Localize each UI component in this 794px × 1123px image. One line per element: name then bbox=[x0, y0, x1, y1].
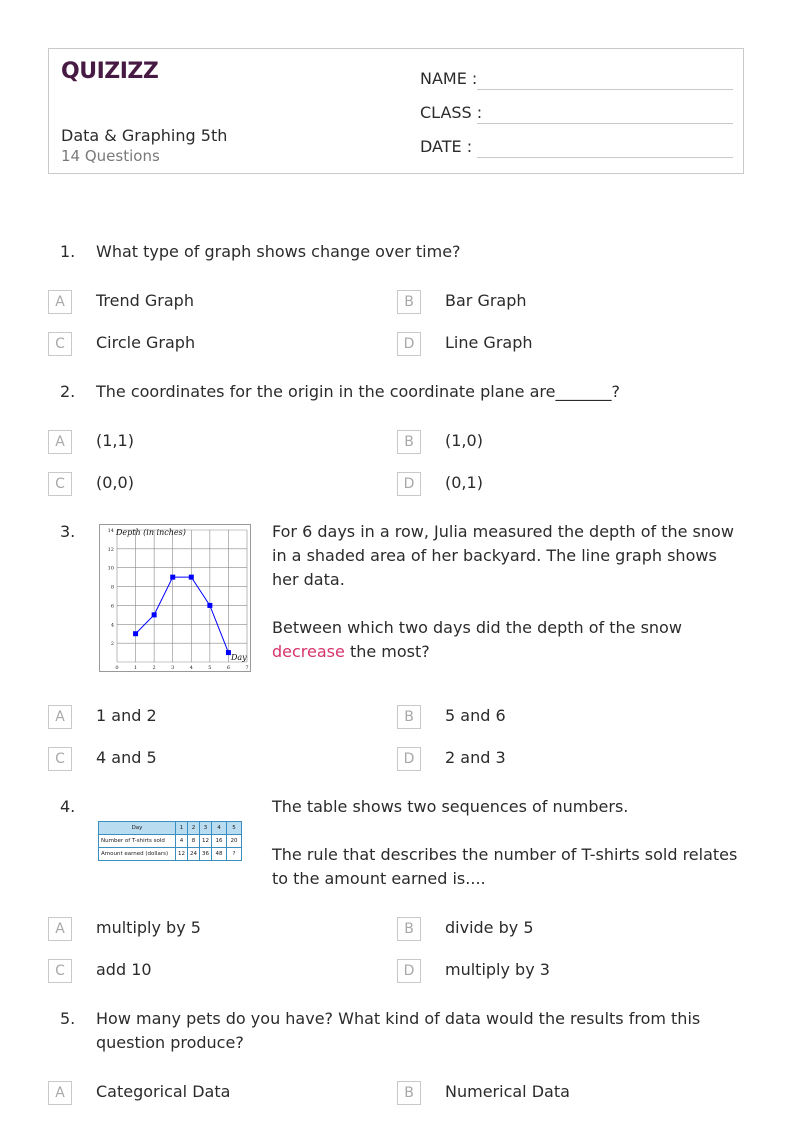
question-text bbox=[272, 795, 747, 891]
x-tick-label: 6 bbox=[226, 665, 231, 671]
x-tick-label: 1 bbox=[133, 665, 138, 671]
y-tick-label: 14 bbox=[107, 528, 114, 534]
chart-frame bbox=[100, 525, 251, 672]
option-letter-box: D bbox=[397, 747, 421, 771]
table-cell: 20 bbox=[227, 835, 242, 848]
table-cell: 2 bbox=[188, 822, 200, 835]
chart-title: Depth (in inches) bbox=[116, 528, 186, 537]
option-text: multiply by 5 bbox=[96, 918, 201, 937]
table-cell: 1 bbox=[176, 822, 188, 835]
data-point bbox=[152, 612, 157, 617]
table-row bbox=[99, 835, 242, 848]
option-text: 2 and 3 bbox=[445, 748, 506, 767]
quizizz-logo: QUIZIZZ bbox=[61, 59, 159, 84]
class-field[interactable] bbox=[420, 102, 733, 124]
date-label: DATE : bbox=[420, 137, 473, 156]
x-tick-label: 5 bbox=[208, 665, 212, 671]
snow-depth-line-chart bbox=[99, 524, 251, 672]
data-point bbox=[189, 575, 194, 580]
table-cell: 4 bbox=[176, 835, 188, 848]
table-cell: Amount earned (dollars) bbox=[99, 848, 176, 861]
data-point bbox=[226, 650, 231, 655]
question-number: 3. bbox=[60, 522, 76, 541]
option-letter-box: C bbox=[48, 472, 72, 496]
table-cell: 12 bbox=[200, 835, 212, 848]
option-letter-box: C bbox=[48, 747, 72, 771]
question-number: 5. bbox=[60, 1009, 76, 1028]
option-text: Line Graph bbox=[445, 333, 533, 352]
table-cell: 12 bbox=[176, 848, 188, 861]
option-text: divide by 5 bbox=[445, 918, 534, 937]
question-paragraph: For 6 days in a row, Julia measured the depth of the snow in a shaded area of her backyard. The line graph shows her data. bbox=[272, 522, 734, 589]
option-letter-box: C bbox=[48, 959, 72, 983]
worksheet-header bbox=[48, 48, 744, 174]
question-text: How many pets do you have? What kind of data would the results from this question produce? bbox=[96, 1009, 701, 1052]
x-tick-label: 7 bbox=[245, 665, 249, 671]
question-paragraph: The rule that describes the number of T-shirts sold relates to the amount earned is.... bbox=[272, 845, 738, 888]
option-letter-box: A bbox=[48, 290, 72, 314]
option-text: add 10 bbox=[96, 960, 152, 979]
y-tick-label: 10 bbox=[107, 565, 114, 572]
chart-x-label: Day bbox=[231, 653, 247, 662]
data-point bbox=[207, 603, 212, 608]
table-cell: 36 bbox=[200, 848, 212, 861]
option-text: 5 and 6 bbox=[445, 706, 506, 725]
option-letter-box: B bbox=[397, 917, 421, 941]
data-point bbox=[133, 631, 138, 636]
question-count: 14 Questions bbox=[61, 147, 160, 165]
question-number: 2. bbox=[60, 382, 76, 401]
class-line[interactable] bbox=[477, 123, 733, 124]
data-point bbox=[170, 575, 175, 580]
table-cell: Day bbox=[99, 822, 176, 835]
x-tick-label: 2 bbox=[152, 665, 156, 671]
option-text: (1,1) bbox=[96, 431, 134, 450]
question-text bbox=[272, 520, 747, 664]
option-letter-box: A bbox=[48, 705, 72, 729]
y-tick-label: 12 bbox=[107, 546, 114, 553]
question-paragraph: The table shows two sequences of numbers. bbox=[272, 797, 629, 816]
question-number: 1. bbox=[60, 242, 76, 261]
option-text: multiply by 3 bbox=[445, 960, 550, 979]
name-field[interactable] bbox=[420, 68, 733, 90]
option-letter-box: D bbox=[397, 472, 421, 496]
table-cell: ? bbox=[227, 848, 242, 861]
table-cell: 3 bbox=[200, 822, 212, 835]
worksheet-title: Data & Graphing 5th bbox=[61, 126, 228, 145]
name-line[interactable] bbox=[477, 89, 733, 90]
option-letter-box: B bbox=[397, 430, 421, 454]
x-tick-label: 0 bbox=[115, 665, 119, 671]
question-paragraph bbox=[272, 616, 747, 664]
table-cell: 8 bbox=[188, 835, 200, 848]
option-text: (0,0) bbox=[96, 473, 134, 492]
option-text: Bar Graph bbox=[445, 291, 527, 310]
table-cell: 4 bbox=[212, 822, 227, 835]
option-text: (0,1) bbox=[445, 473, 483, 492]
class-label: CLASS : bbox=[420, 103, 483, 122]
option-letter-box: B bbox=[397, 705, 421, 729]
option-letter-box: B bbox=[397, 1081, 421, 1105]
y-tick-label: 8 bbox=[110, 584, 114, 591]
question-text-part: Between which two days did the depth of the snow bbox=[272, 618, 682, 637]
option-text: Numerical Data bbox=[445, 1082, 570, 1101]
date-field[interactable] bbox=[420, 136, 733, 158]
table-cell: 16 bbox=[212, 835, 227, 848]
option-letter-box: D bbox=[397, 959, 421, 983]
question-text: The coordinates for the origin in the coordinate plane are_______? bbox=[96, 382, 620, 401]
option-text: Circle Graph bbox=[96, 333, 196, 352]
x-tick-label: 3 bbox=[171, 665, 175, 671]
option-text: 1 and 2 bbox=[96, 706, 157, 725]
sequence-table bbox=[98, 821, 242, 861]
option-letter-box: A bbox=[48, 917, 72, 941]
option-letter-box: D bbox=[397, 332, 421, 356]
option-letter-box: C bbox=[48, 332, 72, 356]
option-letter-box: B bbox=[397, 290, 421, 314]
option-text: Categorical Data bbox=[96, 1082, 231, 1101]
table-cell: Number of T-shirts sold bbox=[99, 835, 176, 848]
question-text: What type of graph shows change over time? bbox=[96, 242, 461, 261]
name-label: NAME : bbox=[420, 69, 478, 88]
question-text-part: the most? bbox=[344, 642, 430, 661]
highlighted-word: decrease bbox=[272, 642, 345, 661]
option-letter-box: A bbox=[48, 430, 72, 454]
option-letter-box: A bbox=[48, 1081, 72, 1105]
option-text: 4 and 5 bbox=[96, 748, 157, 767]
table-row bbox=[99, 848, 242, 861]
question-number: 4. bbox=[60, 797, 76, 816]
date-line[interactable] bbox=[477, 157, 733, 158]
option-text: Trend Graph bbox=[96, 291, 194, 310]
y-tick-label: 4 bbox=[110, 622, 114, 629]
table-row bbox=[99, 822, 242, 835]
x-tick-label: 4 bbox=[189, 665, 193, 671]
option-text: (1,0) bbox=[445, 431, 483, 450]
y-tick-label: 2 bbox=[110, 641, 114, 648]
y-tick-label: 6 bbox=[110, 603, 114, 610]
table-cell: 48 bbox=[212, 848, 227, 861]
table-cell: 24 bbox=[188, 848, 200, 861]
table-cell: 5 bbox=[227, 822, 242, 835]
